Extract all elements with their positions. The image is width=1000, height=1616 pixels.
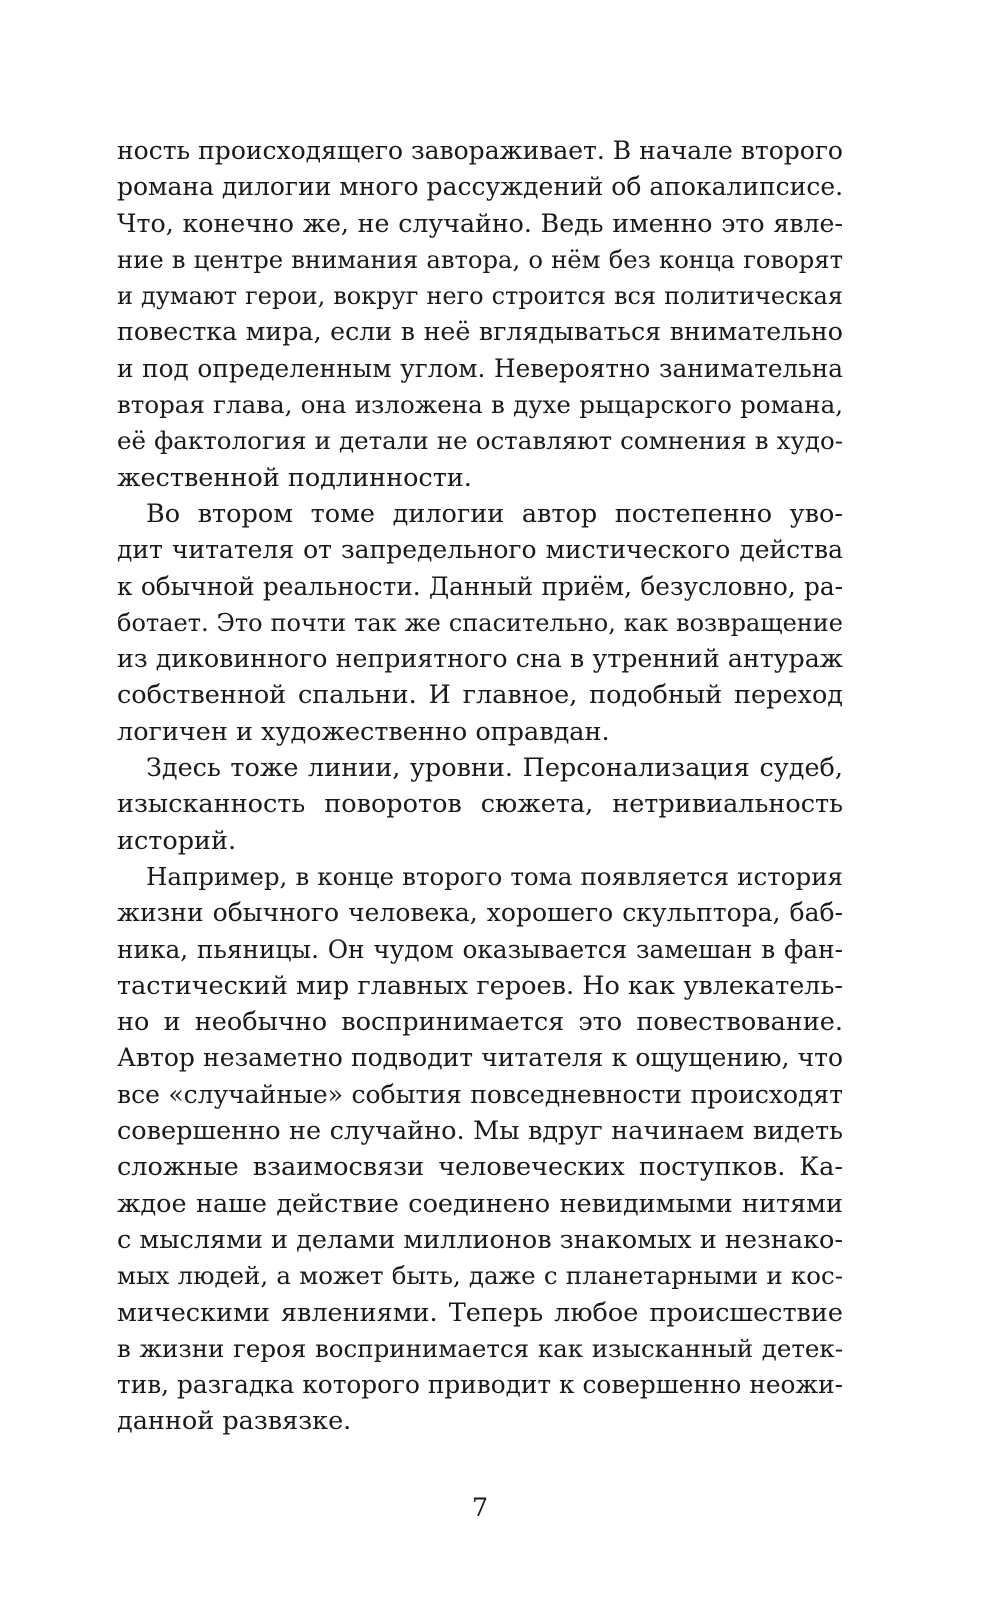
text-line: повестка мира, если в неё вглядываться внимательно [117, 317, 843, 347]
text-line: ние в центре внимания автора, о нём без конца говорят [117, 244, 843, 274]
text-line: Во втором томе дилогии автор постепенно уво- [146, 498, 843, 529]
text-line: ность происходящего завораживает. В начале второго [117, 136, 843, 165]
text-line: ботает. Это почти так же спасительно, как возвращение [117, 608, 843, 637]
text-line: к обычной реальности. Данный приём, безусловно, ра- [117, 571, 843, 601]
text-line: Например, в конце второго тома появляется история [146, 861, 843, 891]
text-line: изысканность поворотов сюжета, нетривиальность [117, 789, 843, 820]
text-line: дит читателя от запредельного мистического действа [117, 535, 843, 565]
text-line: романа дилогии много рассуждений об апокалипсисе. [117, 172, 844, 202]
text-line: сложные взаимосвязи человеческих поступков. Ка- [117, 1152, 843, 1183]
text-line: совершенно не случайно. Мы вдруг начинаем видеть [117, 1116, 843, 1147]
text-line: данной развязке. [117, 1406, 352, 1437]
text-line: и думают герои, вокруг него строится вся политическая [117, 282, 843, 311]
text-line: но и необычно воспринимается это повествование. [117, 1007, 843, 1038]
text-line: в жизни героя воспринимается как изысканный детек- [117, 1333, 843, 1363]
text-line: Что, конечно же, не случайно. Ведь именно это явле- [117, 208, 843, 238]
text-line: жизни обычного человека, хорошего скульптора, баб- [117, 898, 843, 928]
text-line: ника, пьяницы. Он чудом оказывается замешан в фан- [117, 934, 843, 964]
text-line: Автор незаметно подводит читателя к ощущению, что [117, 1043, 843, 1073]
text-line: тив, разгадка которого приводит к совершенно неожи- [117, 1370, 843, 1400]
text-line: собственной спальни. И главное, подобный переход [117, 680, 843, 711]
text-line: Здесь тоже линии, уровни. Персонализация судеб, [146, 753, 843, 784]
text-line: жественной подлинности. [117, 462, 472, 493]
text-line: её фактология и детали не оставляют сомнения в худо- [117, 426, 843, 456]
text-line: и под определенным углом. Невероятно занимательна [117, 353, 843, 383]
text-line: логичен и художественно оправдан. [117, 716, 610, 747]
text-line: вторая глава, она изложена в духе рыцарского романа, [117, 390, 843, 420]
text-line: мых людей, а может быть, даже с планетарными и кос- [117, 1261, 843, 1291]
text-line: ждое наше действие соединено невидимыми нитями [117, 1188, 843, 1219]
text-line: историй. [117, 825, 237, 856]
text-line: тастический мир главных героев. Но как увлекатель- [117, 970, 843, 1001]
text-line: с мыслями и делами миллионов знакомых и незнако- [117, 1224, 843, 1255]
page-body [117, 133, 843, 1440]
text-line: мическими явлениями. Теперь любое происшествие [117, 1297, 843, 1328]
text-line: из диковинного неприятного сна в утренний антураж [117, 644, 843, 674]
text-line: все «случайные» события повседневности происходят [117, 1079, 843, 1109]
page-number: 7 [471, 1493, 489, 1523]
